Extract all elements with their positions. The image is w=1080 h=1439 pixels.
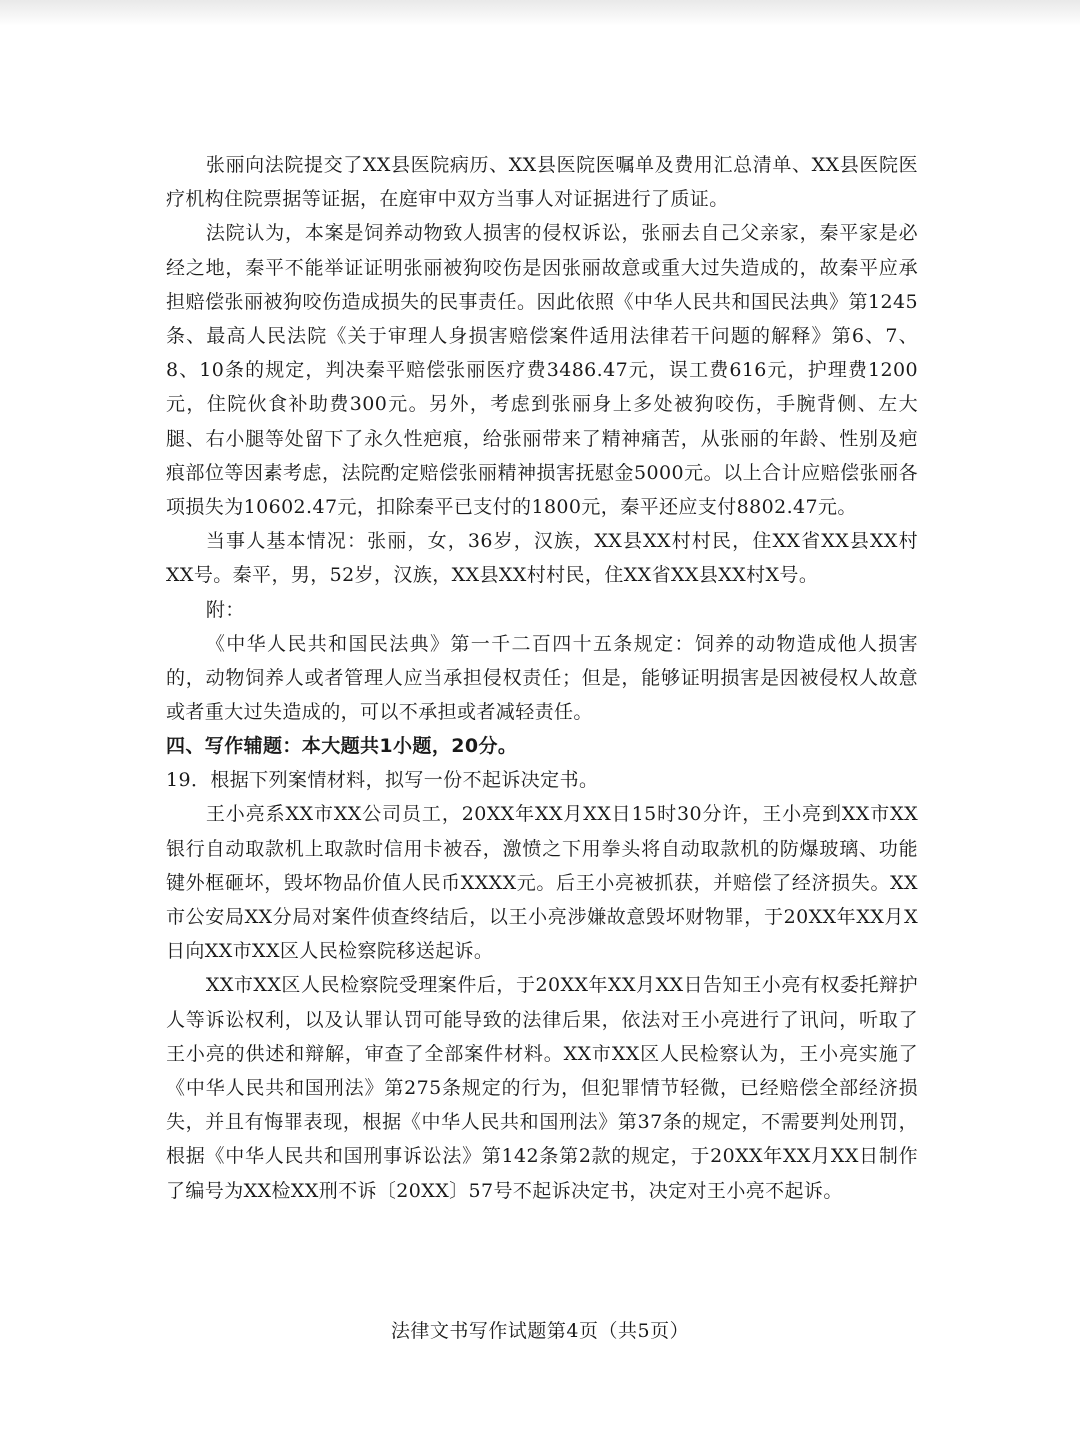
paragraph-appendix-label: 附：	[205, 598, 245, 621]
paragraph-court-opinion: 法院认为，本案是饲养动物致人损害的侵权诉讼，张丽去自己父亲家，秦平家是必经之地，秦平不能举证证明张丽被狗咬伤是因张丽故意或重大过失造成的，故秦平应承担赔偿张丽被狗咬伤造成损失的民事责任。因此依照《中华人民共和国民法典》第1245条、最高人民法院《关于审理人身损害赔偿案件适用法律若干问题的解释》第6、7、8、10条的规定，判决秦平赔偿张丽医疗费3486.47元，误工费616元，护理费1200元，住院伙食补助费300元。另外，考虑到张丽身上多处被狗咬伤，手腕背侧、左大腿、右小腿等处留下了永久性疤痕，给张丽带来了精神痛苦，从张丽的年龄、性别及疤痕部位等因素考虑，法院酌定赔偿张丽精神损害抚慰金5000元。以上合计应赔偿张丽各项损失为10602.47元，扣除秦平已支付的1800元，秦平还应支付8802.47元。	[166, 222, 918, 519]
paragraph-evidence: 张丽向法院提交了XX县医院病历、XX县医院医嘱单及费用汇总清单、XX县医院医疗机构住院票据等证据，在庭审中双方当事人对证据进行了质证。	[166, 154, 918, 211]
document-body	[166, 148, 918, 1208]
question-19: 19．根据下列案情材料，拟写一份不起诉决定书。	[166, 769, 599, 792]
paragraph-parties-info: 当事人基本情况：张丽，女，36岁，汉族，XX县XX村村民，住XX省XX县XX村XX号。秦平，男，52岁，汉族，XX县XX村村民，住XX省XX县XX村X号。	[166, 530, 918, 587]
scan-edge-shadow	[0, 0, 1080, 26]
paragraph-civil-code-article: 《中华人民共和国民法典》第一千二百四十五条规定：饲养的动物造成他人损害的，动物饲养人或者管理人应当承担侵权责任；但是，能够证明损害是因被侵权人故意或者重大过失造成的，可以不承担或者减轻责任。	[166, 632, 918, 724]
paragraph-procuratorate-review: XX市XX区人民检察院受理案件后，于20XX年XX月XX日告知王小亮有权委托辩护人等诉讼权利，以及认罪认罚可能导致的法律后果，依法对王小亮进行了讯问，听取了王小亮的供述和辩解，审查了全部案件材料。XX市XX区人民检察认为，王小亮实施了《中华人民共和国刑法》第275条规定的行为，但犯罪情节轻微，已经赔偿全部经济损失，并且有悔罪表现，根据《中华人民共和国刑法》第37条的规定，不需要判处刑罚，根据《中华人民共和国刑事诉讼法》第142条第2款的规定，于20XX年XX月XX日制作了编号为XX检XX刑不诉〔20XX〕57号不起诉决定书，决定对王小亮不起诉。	[166, 974, 918, 1202]
section-heading: 四、写作辅题：本大题共1小题，20分。	[166, 735, 518, 758]
page-footer: 法律文书写作试题第4页（共5页）	[390, 1320, 690, 1342]
paragraph-case-facts: 王小亮系XX市XX公司员工，20XX年XX月XX日15时30分许，王小亮到XX市XX银行自动取款机上取款时信用卡被吞，激愤之下用拳头将自动取款机的防爆玻璃、功能键外框砸坏，毁坏物品价值人民币XXXX元。后王小亮被抓获，并赔偿了经济损失。XX市公安局XX分局对案件侦查终结后，以王小亮涉嫌故意毁坏财物罪，于20XX年XX月X日向XX市XX区人民检察院移送起诉。	[166, 803, 918, 963]
